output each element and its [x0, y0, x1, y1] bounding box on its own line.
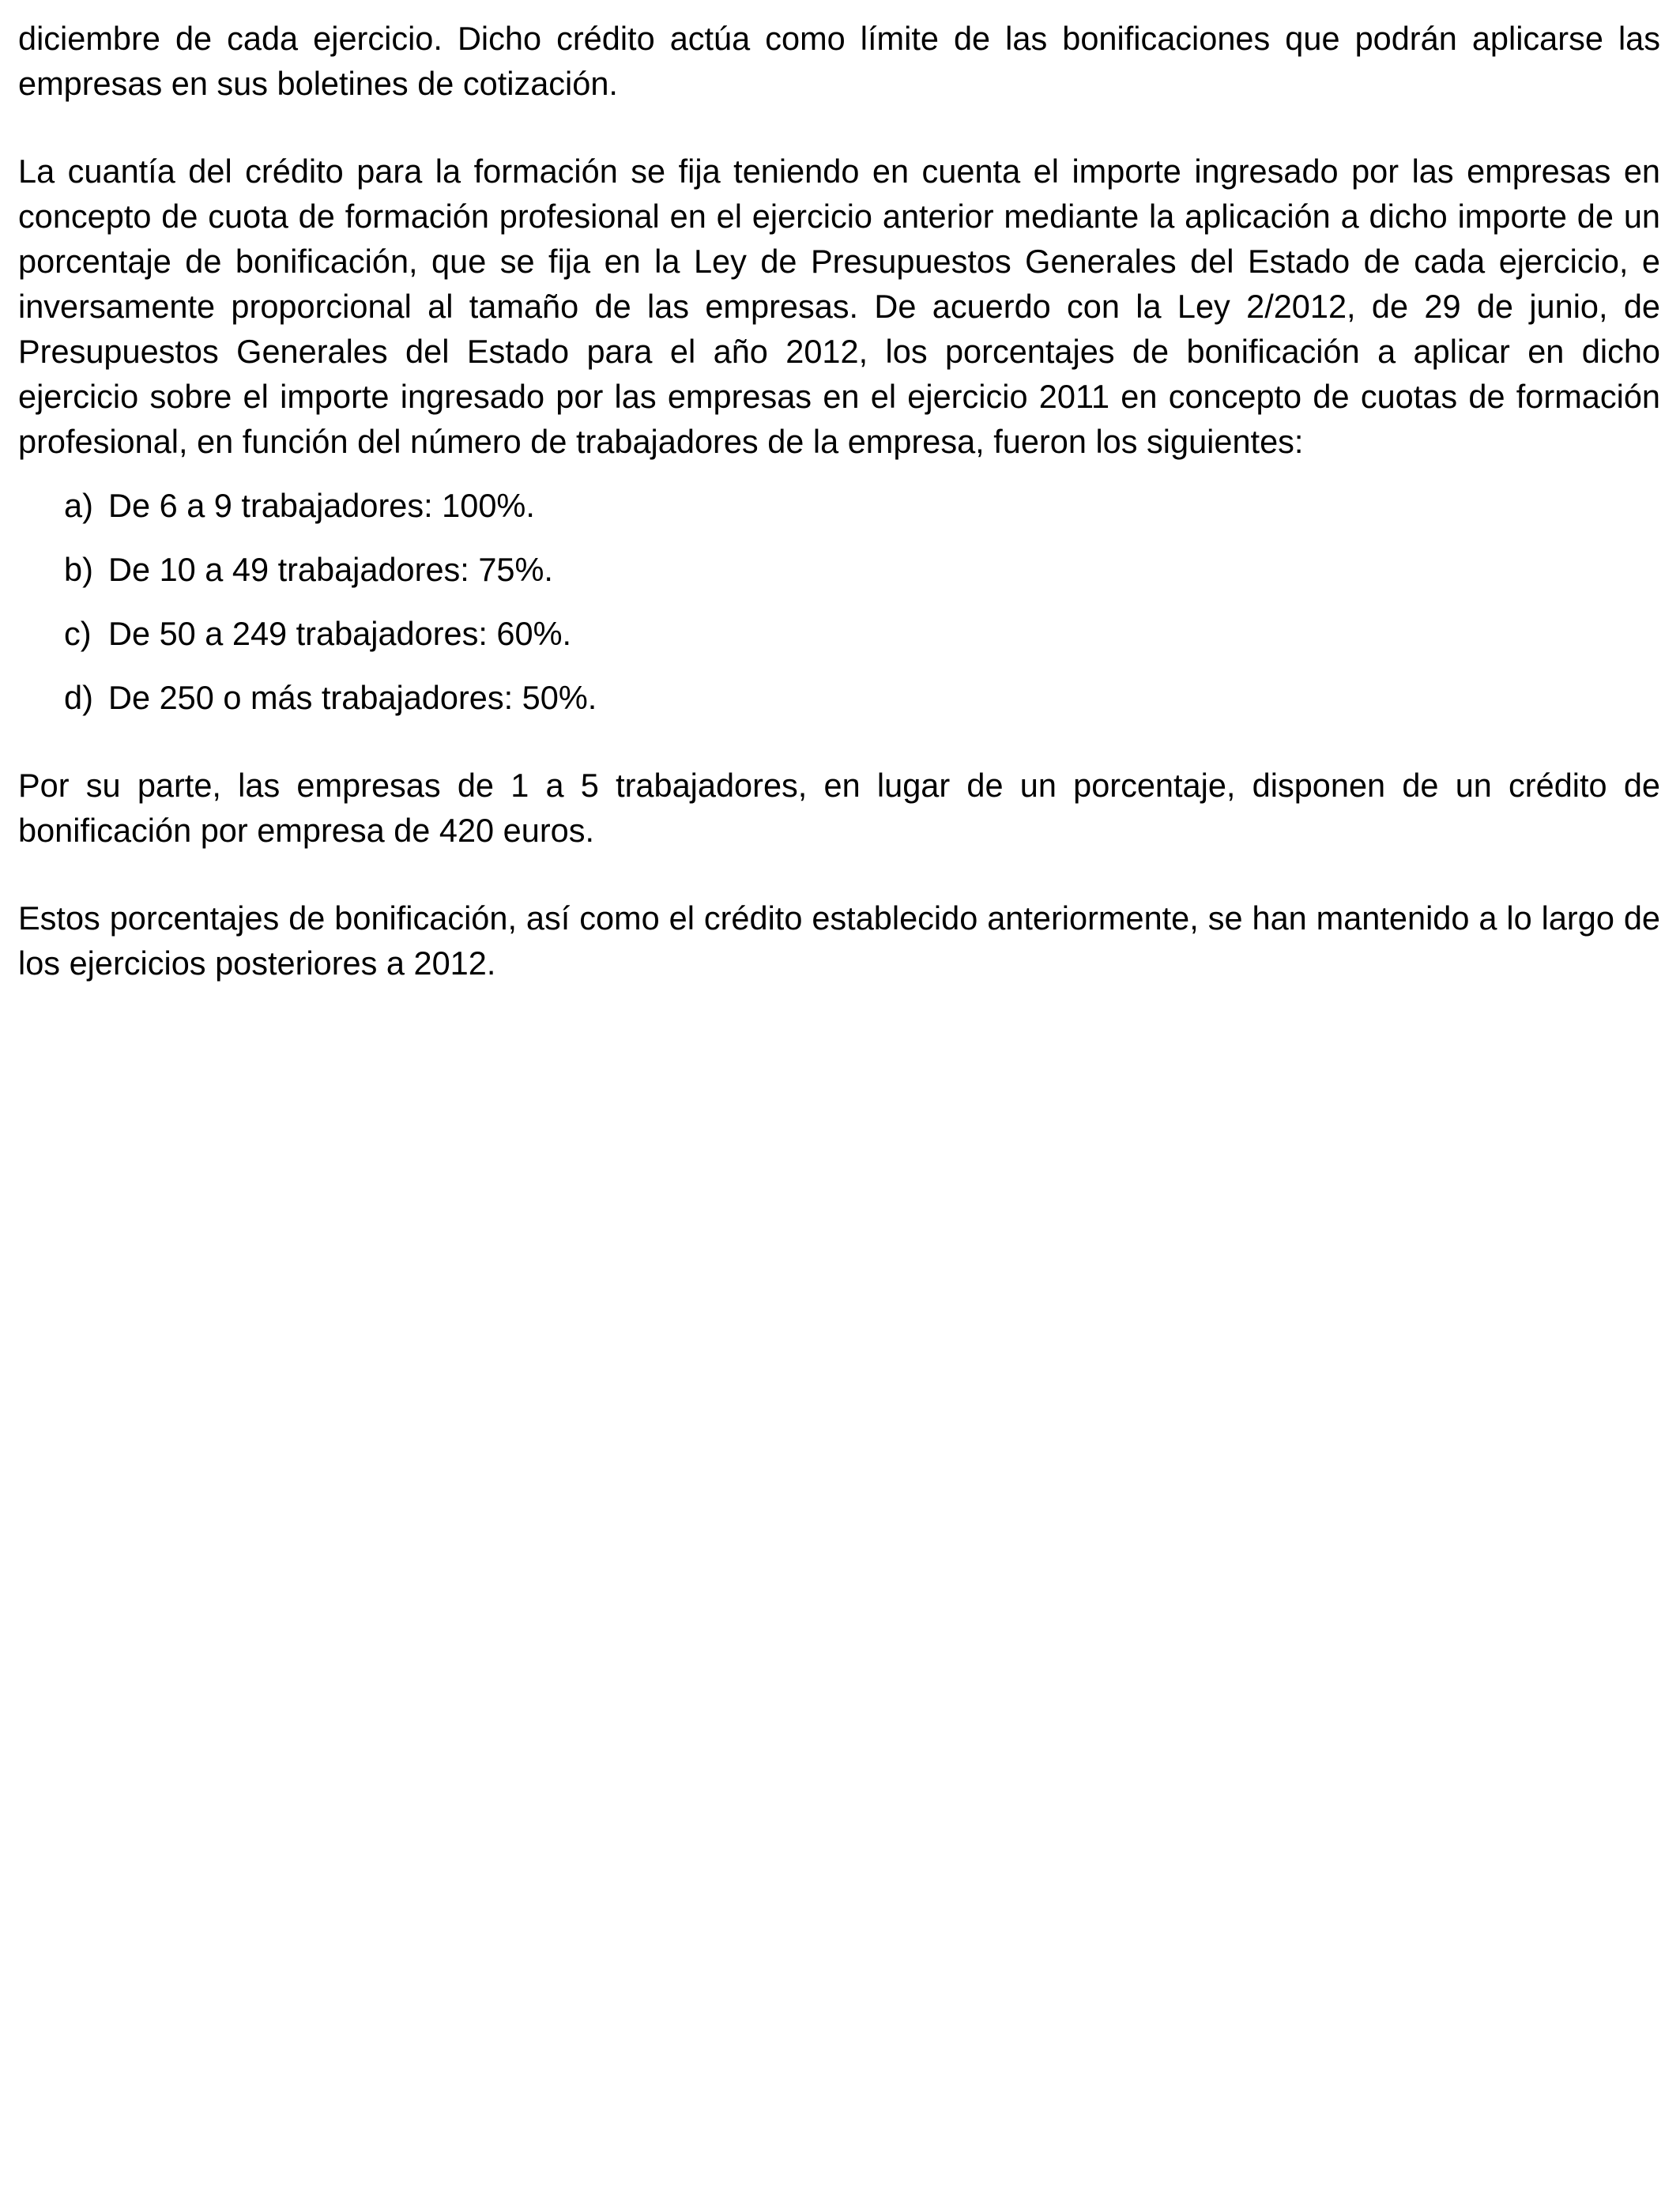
list-item — [18, 483, 1660, 528]
list-item-text: De 10 a 49 trabajadores: 75%. — [108, 551, 553, 588]
list-item — [18, 675, 1660, 720]
list-item-text: De 50 a 249 trabajadores: 60%. — [108, 615, 572, 652]
paragraph-credit-limit: diciembre de cada ejercicio. Dicho crédito actúa como límite de las bonificaciones que podrán aplicarse las empresas en sus boletines de cotización. — [18, 20, 1660, 102]
list-item — [18, 547, 1660, 592]
list-marker: d) — [64, 679, 93, 716]
list-marker: c) — [64, 615, 92, 652]
paragraph-small-companies: Por su parte, las empresas de 1 a 5 trabajadores, en lugar de un porcentaje, disponen de un crédito de bonificación por empresa de 420 euros. — [18, 767, 1660, 849]
list-item — [18, 611, 1660, 656]
paragraph-credit-amount: La cuantía del crédito para la formación se fija teniendo en cuenta el importe ingresado por las empresas en concepto de cuota de formación profesional en el ejercicio anterior mediante la aplicación a dicho importe de un porcentaje de bonificación, que se fija en la Ley de Presupuestos Generales del Estado de cada ejercicio, e inversamente proporcional al tamaño de las empresas. De acuerdo con la Ley 2/2012, de 29 de junio, de Presupuestos Generales del Estado para el año 2012, los porcentajes de bonificación a aplicar en dicho ejercicio sobre el importe ingresado por las empresas en el ejercicio 2011 en concepto de cuotas de formación profesional, en función del número de trabajadores de la empresa, fueron los siguientes: — [18, 153, 1660, 460]
list-marker: a) — [64, 487, 93, 524]
list-marker: b) — [64, 551, 93, 588]
document-page — [18, 16, 1660, 986]
list-item-text: De 250 o más trabajadores: 50%. — [108, 679, 597, 716]
list-item-text: De 6 a 9 trabajadores: 100%. — [108, 487, 535, 524]
paragraph-maintained-percentages: Estos porcentajes de bonificación, así como el crédito establecido anteriormente, se han mantenido a lo largo de los ejercicios posteriores a 2012. — [18, 899, 1660, 982]
bonus-percentage-list — [18, 483, 1660, 720]
